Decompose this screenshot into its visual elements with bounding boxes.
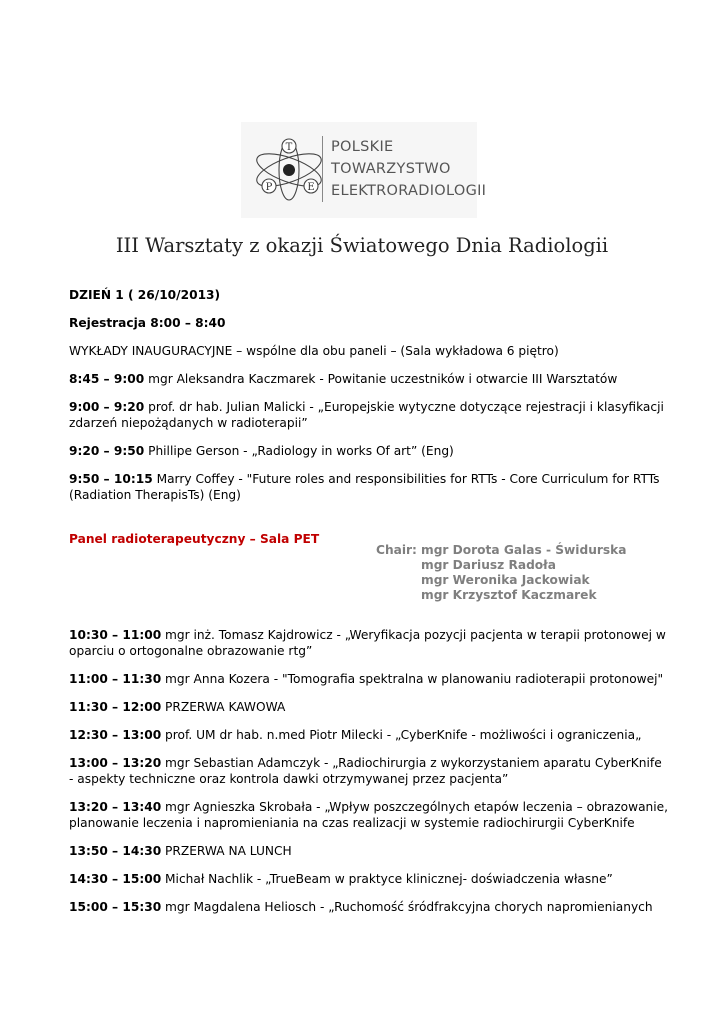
agenda-time: 11:30 – 12:00 <box>69 700 162 714</box>
agenda-text: mgr Sebastian Adamczyk - „Radiochirurgia z wykorzystaniem aparatu CyberKnife - aspekty techniczne oraz kontrola dawki otrzymywanej przez pacjenta” <box>69 756 662 786</box>
agenda-time: 13:50 – 14:30 <box>69 844 162 858</box>
agenda-item <box>69 843 669 859</box>
agenda-item <box>69 727 669 743</box>
agenda-text: PRZERWA KAWOWA <box>161 700 286 714</box>
agenda-item <box>69 371 669 387</box>
logo-letter-p: P <box>265 182 273 193</box>
agenda-item <box>69 799 669 831</box>
agenda-text: mgr inż. Tomasz Kajdrowicz - „Weryfikacja pozycji pacjenta w terapii protonowej w oparciu o ortogonalne obrazowanie rtg” <box>69 628 666 658</box>
agenda-item <box>69 399 669 431</box>
agenda-text: prof. dr hab. Julian Malicki - „Europejskie wytyczne dotyczące rejestracji i klasyfikacji zdarzeń niepożądanych w radioterapii” <box>69 400 664 430</box>
agenda-item <box>69 899 669 915</box>
agenda-time: 9:20 – 9:50 <box>69 444 145 458</box>
chair-person: mgr Krzysztof Kaczmarek <box>421 588 597 602</box>
agenda-time: 10:30 – 11:00 <box>69 628 162 642</box>
agenda-text: mgr Agnieszka Skrobała - „Wpływ poszczególnych etapów leczenia – obrazowanie, planowanie leczenia i napromieniania na czas realizacji w systemie radiochirurgii CyberKnife <box>69 800 669 830</box>
logo-line: POLSKIE <box>331 139 394 155</box>
agenda-text: mgr Magdalena Heliosch - „Ruchomość śródfrakcyjna chorych napromienianych <box>161 900 653 914</box>
agenda-text: mgr Anna Kozera - "Tomografia spektralna w planowaniu radioterapii protonowej" <box>161 672 664 686</box>
chair-person: mgr Weronika Jackowiak <box>421 573 590 587</box>
agenda-time: 12:30 – 13:00 <box>69 728 162 742</box>
agenda-time: 9:00 – 9:20 <box>69 400 145 414</box>
agenda-item <box>69 671 669 687</box>
logo-line: TOWARZYSTWO <box>331 161 451 177</box>
panel-agenda <box>69 627 669 915</box>
agenda-time: 13:20 – 13:40 <box>69 800 162 814</box>
agenda-item <box>69 871 669 887</box>
society-logo <box>241 122 487 218</box>
agenda-time: 9:50 – 10:15 <box>69 472 153 486</box>
agenda-item <box>69 471 669 503</box>
chair-label: Chair: <box>376 543 417 557</box>
program-content <box>69 287 669 547</box>
registration-line: Rejestracja 8:00 – 8:40 <box>69 316 226 330</box>
logo-line: ELEKTRORADIOLOGII <box>331 183 487 199</box>
agenda-item <box>69 443 669 459</box>
agenda-text: Michał Nachlik - „TrueBeam w praktyce klinicznej- doświadczenia własne” <box>161 872 613 886</box>
logo-letter-e: E <box>307 182 315 193</box>
agenda-text: Phillipe Gerson - „Radiology in works Of art” (Eng) <box>144 444 454 458</box>
agenda-text: Marry Coffey - "Future roles and responsibilities for RTTs - Core Curriculum for RTTs (Radiation TherapisTs) (Eng) <box>69 472 660 502</box>
agenda-item <box>69 627 669 659</box>
agenda-time: 14:30 – 15:00 <box>69 872 162 886</box>
logo-divider <box>322 136 323 202</box>
agenda-time: 15:00 – 15:30 <box>69 900 162 914</box>
panel-title: Panel radioterapeutyczny – Sala PET <box>69 532 320 546</box>
day-heading: DZIEŃ 1 ( 26/10/2013) <box>69 288 221 302</box>
agenda-time: 11:00 – 11:30 <box>69 672 162 686</box>
agenda-time: 13:00 – 13:20 <box>69 756 162 770</box>
agenda-text: mgr Aleksandra Kaczmarek - Powitanie uczestników i otwarcie III Warsztatów <box>144 372 618 386</box>
atom-emblem-icon <box>251 128 327 214</box>
logo-letter-t: T <box>285 142 293 153</box>
agenda-item <box>69 755 669 787</box>
agenda-text: prof. UM dr hab. n.med Piotr Milecki - „CyberKnife - możliwości i ograniczenia„ <box>161 728 642 742</box>
logo-text <box>331 136 486 202</box>
lectures-heading: WYKŁADY INAUGURACYJNE – wspólne dla obu paneli – (Sala wykładowa 6 piętro) <box>69 344 559 358</box>
agenda-time: 8:45 – 9:00 <box>69 372 145 386</box>
chair-list <box>421 543 626 603</box>
agenda-text: PRZERWA NA LUNCH <box>161 844 292 858</box>
agenda-item <box>69 699 669 715</box>
document-title: III Warsztaty z okazji Światowego Dnia Radiologii <box>115 234 609 257</box>
chair-person: mgr Dorota Galas - Świdurska <box>421 543 627 557</box>
chair-person: mgr Dariusz Radoła <box>421 558 556 572</box>
